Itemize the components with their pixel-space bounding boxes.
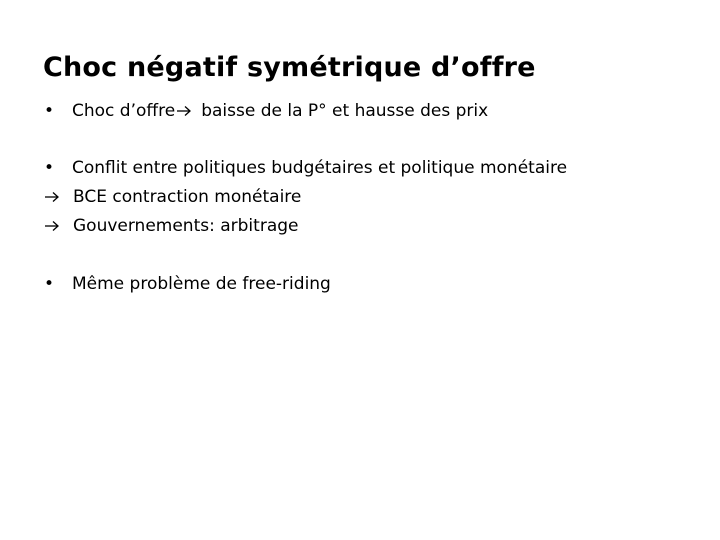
arrow-right-icon — [43, 212, 73, 240]
bullet-text: Conflit entre politiques budgétaires et politique monétaire — [72, 158, 568, 178]
slide-title: Choc négatif symétrique d’offre — [43, 52, 536, 83]
arrow-item-text: Gouvernements: arbitrage — [73, 216, 299, 236]
bullet-text: Choc d’offre — [72, 101, 176, 121]
bullet-item-free-riding — [43, 270, 331, 298]
bullet-item-policy-conflict — [43, 154, 567, 182]
arrow-right-icon — [175, 97, 201, 125]
bullet-item-supply-shock — [43, 97, 488, 125]
arrow-item-ecb — [43, 183, 301, 211]
arrow-item-governments — [43, 212, 298, 240]
bullet-icon: • — [44, 158, 55, 178]
bullet-icon: • — [44, 101, 55, 121]
bullet-text: Même problème de free-riding — [72, 274, 331, 294]
bullet-text-continued: baisse de la P° et hausse des prix — [201, 101, 489, 121]
bullet-icon: • — [44, 274, 55, 294]
arrow-item-text: BCE contraction monétaire — [73, 187, 302, 207]
arrow-right-icon — [43, 183, 73, 211]
